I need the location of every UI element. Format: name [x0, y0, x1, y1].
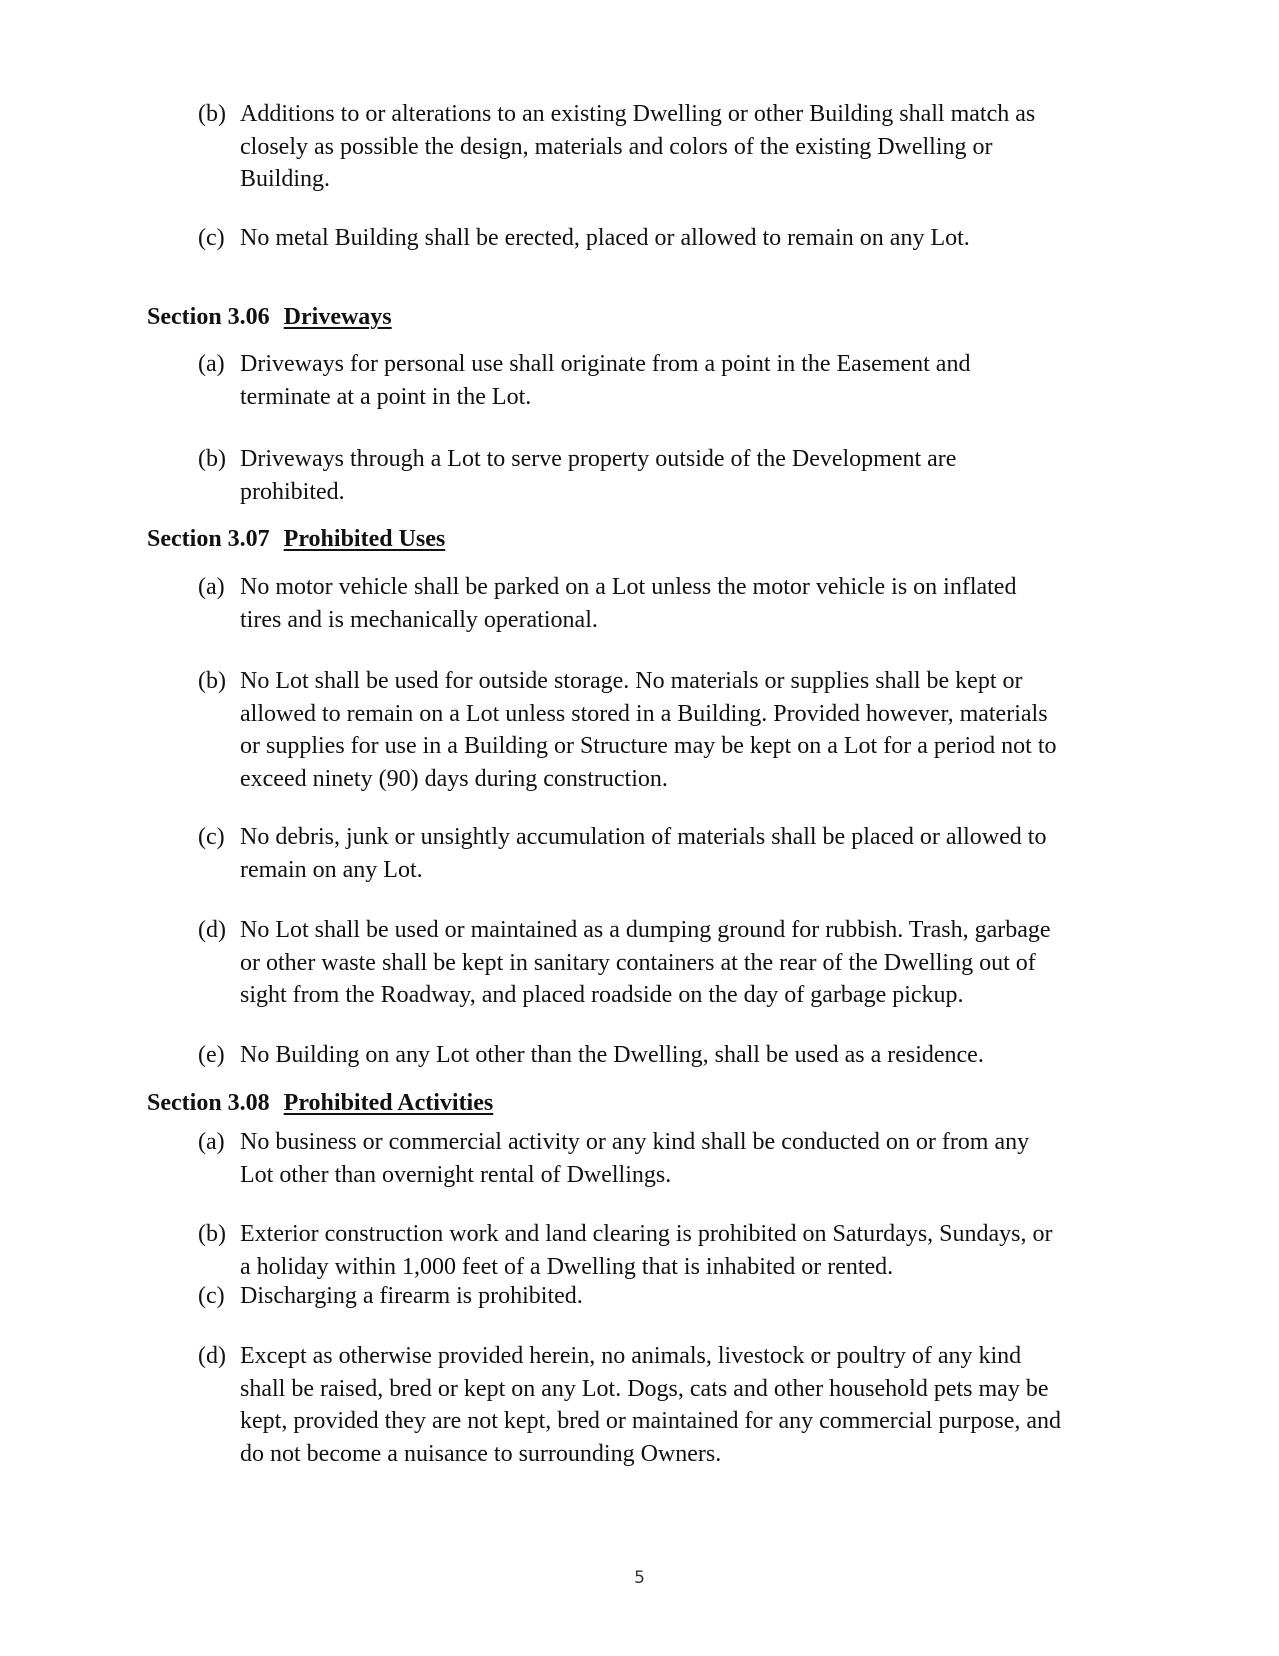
- section-number: Section 3.08: [147, 1090, 270, 1116]
- clause-3-07-e: [198, 1039, 1160, 1072]
- clause-text: No Lot shall be used or maintained as a dumping ground for rubbish. Trash, garbage or other waste shall be kept in sanitary containers at the rear of the Dwelling out of sight from the Roadway, and placed roadside on the day of garbage pickup.: [240, 917, 1051, 1008]
- section-title: Driveways: [283, 304, 392, 330]
- clause-3-07-b: [198, 665, 1160, 795]
- clause-label: (d): [198, 917, 226, 943]
- clause-3-05-c: [198, 222, 1160, 255]
- clause-text: No metal Building shall be erected, placed or allowed to remain on any Lot.: [240, 225, 970, 251]
- clause-3-08-c: [198, 1280, 1160, 1313]
- section-heading-3-07: [147, 523, 445, 555]
- clause-label: (b): [198, 446, 226, 472]
- clause-text: No debris, junk or unsightly accumulation of materials shall be placed or allowed to remain on any Lot.: [240, 824, 1047, 883]
- clause-text: Additions to or alterations to an existing Dwelling or other Building shall match as closely as possible the design, materials and colors of the existing Dwelling or Building.: [240, 101, 1036, 192]
- page-number: 5: [634, 1568, 645, 1588]
- section-number: Section 3.07: [147, 526, 270, 552]
- clause-text: No business or commercial activity or any kind shall be conducted on or from any Lot other than overnight rental of Dwellings.: [240, 1129, 1030, 1188]
- clause-text: No Building on any Lot other than the Dwelling, shall be used as a residence.: [240, 1042, 984, 1068]
- section-heading-3-06: [147, 301, 392, 333]
- clause-label: (c): [198, 225, 225, 251]
- clause-label: (b): [198, 668, 226, 694]
- clause-text: No motor vehicle shall be parked on a Lot unless the motor vehicle is on inflated tires and is mechanically operational.: [240, 574, 1017, 633]
- clause-3-08-a: [198, 1126, 1160, 1191]
- clause-label: (b): [198, 1221, 226, 1247]
- clause-label: (e): [198, 1042, 225, 1068]
- clause-text: Driveways for personal use shall originate from a point in the Easement and terminate at a point in the Lot.: [240, 351, 971, 410]
- clause-text: Except as otherwise provided herein, no animals, livestock or poultry of any kind shall be raised, bred or kept on any Lot. Dogs, cats and other household pets may be kept, provided they are not kept, bred or maintained for any commercial purpose, and do not become a nuisance to surrounding Owners.: [240, 1343, 1062, 1467]
- clause-label: (b): [198, 101, 226, 127]
- clause-text: Driveways through a Lot to serve property outside of the Development are prohibited.: [240, 446, 957, 505]
- clause-3-06-a: [198, 348, 1160, 413]
- clause-label: (a): [198, 351, 225, 377]
- section-heading-3-08: [147, 1087, 493, 1119]
- clause-label: (a): [198, 1129, 225, 1155]
- section-title: Prohibited Activities: [283, 1090, 494, 1116]
- section-number: Section 3.06: [147, 304, 270, 330]
- clause-3-07-c: [198, 821, 1160, 886]
- clause-text: Discharging a firearm is prohibited.: [240, 1283, 583, 1309]
- clause-3-08-d: [198, 1340, 1160, 1470]
- clause-3-05-b: [198, 98, 1160, 196]
- clause-text: Exterior construction work and land clearing is prohibited on Saturdays, Sundays, or a holiday within 1,000 feet of a Dwelling that is inhabited or rented.: [240, 1221, 1053, 1280]
- clause-3-07-d: [198, 914, 1160, 1012]
- clause-text: No Lot shall be used for outside storage. No materials or supplies shall be kept or allowed to remain on a Lot unless stored in a Building. Provided however, materials or supplies for use in a Building or Structure may be kept on a Lot for a period not to exceed ninety (90) days during construction.: [240, 668, 1057, 792]
- clause-label: (c): [198, 824, 225, 850]
- clause-label: (a): [198, 574, 225, 600]
- clause-label: (d): [198, 1343, 226, 1369]
- clause-label: (c): [198, 1283, 225, 1309]
- clause-3-08-b: [198, 1218, 1160, 1283]
- section-title: Prohibited Uses: [283, 526, 446, 552]
- clause-3-07-a: [198, 571, 1160, 636]
- clause-3-06-b: [198, 443, 1160, 508]
